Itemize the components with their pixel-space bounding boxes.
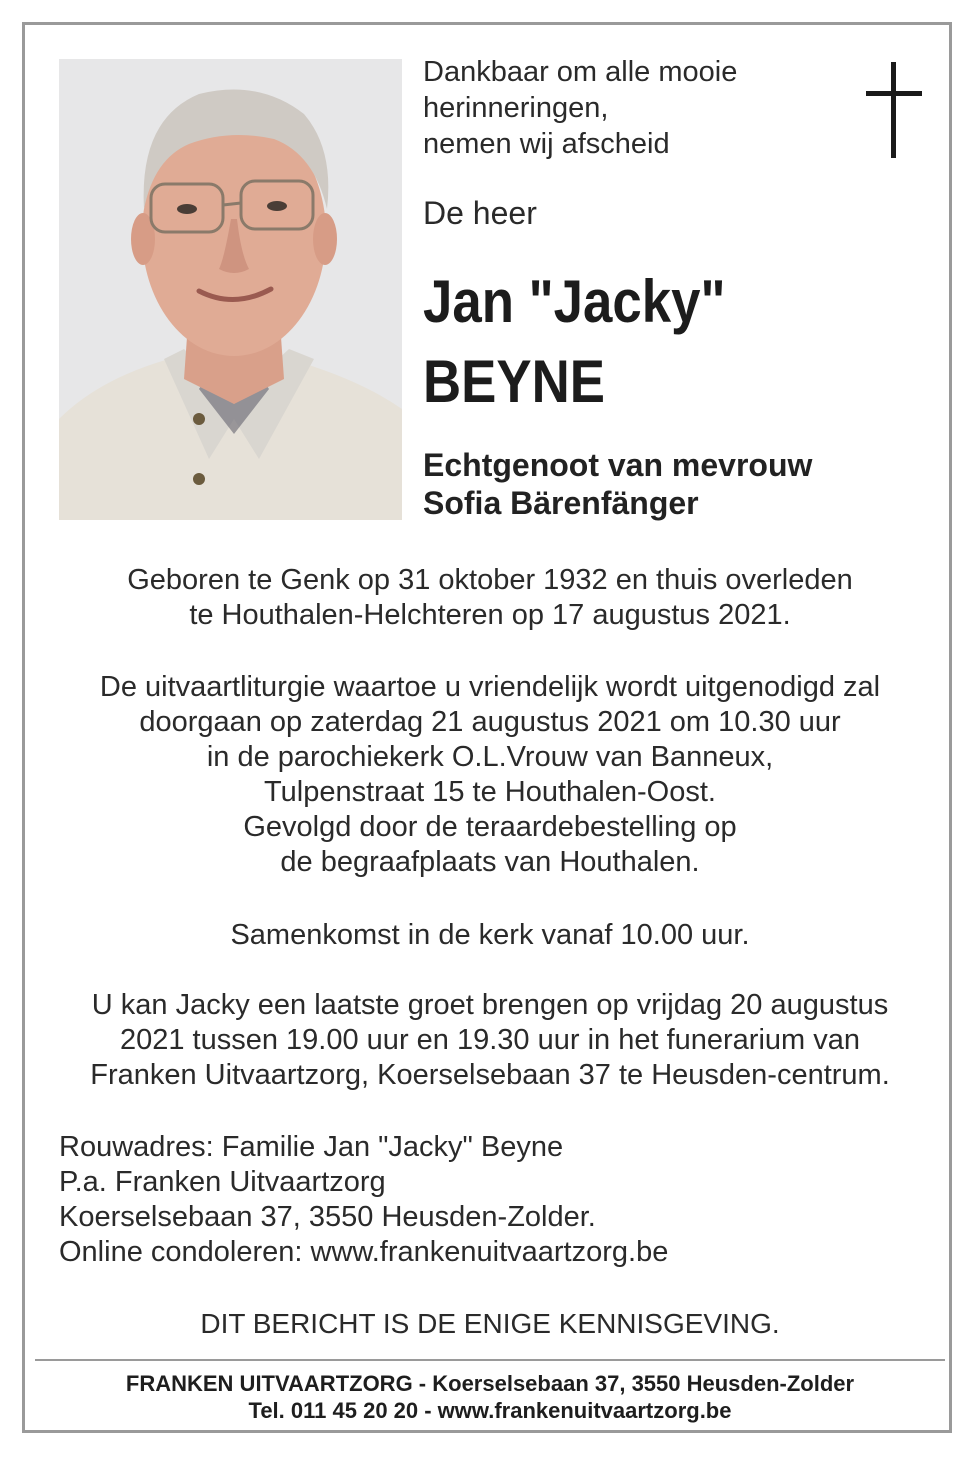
intro-line: Dankbaar om alle mooie xyxy=(423,56,738,88)
portrait-photo xyxy=(59,59,402,520)
spouse-info xyxy=(423,446,812,522)
address-line: Online condoleren: www.frankenuitvaartzorg.be xyxy=(59,1236,669,1268)
sole-notice: DIT BERICHT IS DE ENIGE KENNISGEVING. xyxy=(200,1308,780,1339)
funeral-line: doorgaan op zaterdag 21 augustus 2021 om 10.30 uur xyxy=(139,706,841,738)
deceased-last-name: BEYNE xyxy=(423,348,605,415)
deceased-first-name: Jan "Jacky" xyxy=(423,268,726,335)
gathering-info xyxy=(40,918,940,953)
birth-death-info xyxy=(40,563,940,633)
funeral-line: in de parochiekerk O.L.Vrouw van Banneux, xyxy=(206,741,774,773)
funeral-line: De uitvaartliturgie waartoe u vriendelijk wordt uitgenodigd zal xyxy=(99,671,881,703)
address-line: Rouwadres: Familie Jan "Jacky" Beyne xyxy=(59,1131,564,1163)
funeral-line: Tulpenstraat 15 te Houthalen-Oost. xyxy=(264,776,716,808)
mourning-address xyxy=(59,1130,668,1270)
visitation-line: Franken Uitvaartzorg, Koerselsebaan 37 te Heusden-centrum. xyxy=(90,1059,890,1091)
footer-divider xyxy=(35,1359,945,1361)
honorific: De heer xyxy=(423,195,537,231)
deceased-name xyxy=(423,262,726,422)
funeral-info xyxy=(40,670,940,880)
birth-line: te Houthalen-Helchteren op 17 augustus 2021. xyxy=(189,599,791,631)
visitation-line: 2021 tussen 19.00 uur en 19.30 uur in het funerarium van xyxy=(119,1024,860,1056)
birth-line: Geboren te Genk op 31 oktober 1932 en thuis overleden xyxy=(127,564,853,596)
spouse-line: Echtgenoot van mevrouw xyxy=(423,447,813,483)
visitation-info xyxy=(40,988,940,1093)
intro-line: nemen wij afscheid xyxy=(423,128,670,160)
footer-line: Tel. 011 45 20 20 - www.frankenuitvaartzorg.be xyxy=(248,1398,732,1423)
intro-line: herinneringen, xyxy=(423,92,609,124)
visitation-line: U kan Jacky een laatste groet brengen op vrijdag 20 augustus xyxy=(91,989,889,1021)
funeral-line: de begraafplaats van Houthalen. xyxy=(280,846,700,878)
address-line: Koerselsebaan 37, 3550 Heusden-Zolder. xyxy=(59,1201,596,1233)
footer xyxy=(40,1370,940,1424)
cross-icon xyxy=(866,62,922,158)
intro-text xyxy=(423,54,737,162)
address-line: P.a. Franken Uitvaartzorg xyxy=(59,1166,386,1198)
funeral-line: Gevolgd door de teraardebestelling op xyxy=(243,811,737,843)
spouse-name: Sofia Bärenfänger xyxy=(423,485,699,521)
gathering-line: Samenkomst in de kerk vanaf 10.00 uur. xyxy=(230,919,750,951)
footer-line: FRANKEN UITVAARTZORG - Koerselsebaan 37, 3550 Heusden-Zolder xyxy=(125,1371,855,1396)
